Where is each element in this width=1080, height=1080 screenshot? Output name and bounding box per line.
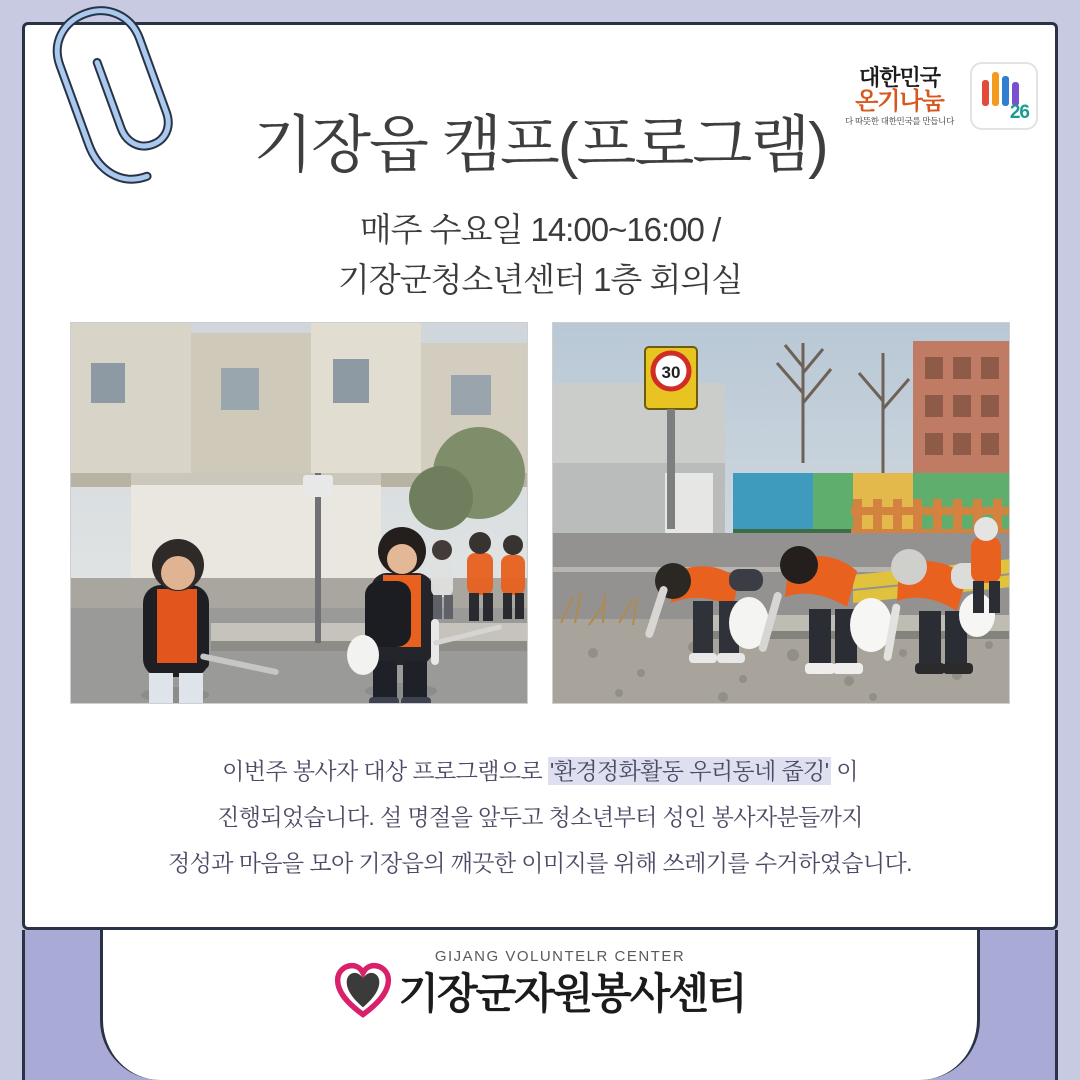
photo-roadside-cleanup — [552, 322, 1010, 704]
ongi-logo-line1: 대한민국 — [858, 64, 940, 90]
schedule-line-1: 매주 수요일 14:00~16:00 / — [359, 211, 721, 248]
badge-number: 26 — [1009, 102, 1029, 123]
body-highlight: '환경정화활동 우리동네 줍깅' — [549, 758, 829, 784]
photo-gallery — [70, 322, 1010, 702]
photo-street-walk — [70, 322, 528, 704]
ongi-logo-line2: 온기나눔 — [855, 87, 944, 115]
footer-logo-row — [0, 961, 1080, 1021]
body-paragraph — [60, 748, 1020, 886]
footer-logo-korean: 기장군자원봉사센티 — [398, 970, 746, 1017]
body-line-3: 정성과 마음을 모아 기장읍의 깨끗한 이미지를 위해 쓰레기를 수거하였습니다. — [168, 850, 912, 876]
header-logo-group — [845, 62, 1038, 130]
schedule-line-2: 기장군청소년센터 1층 회의실 — [337, 260, 743, 298]
footer-logo — [0, 948, 1080, 1021]
badge-bars-icon — [982, 72, 1019, 106]
body-line-1-post: 이 — [830, 758, 858, 784]
ongi-logo-tagline: 다 따뜻한 대한민국를 만듭니다 — [844, 116, 954, 127]
body-line-1-pre: 이번주 봉사자 대상 프로그램으로 — [222, 758, 548, 784]
ongi-nanum-logo — [845, 66, 954, 126]
body-line-1 — [60, 748, 1020, 794]
schedule-subtitle — [0, 205, 1080, 304]
footer-logo-english: GIJANG VOLUNTELR CENTER — [434, 948, 686, 965]
body-line-2: 진행되었습니다. 설 명절을 앞두고 청소년부터 성인 봉사자분들까지 — [217, 804, 863, 830]
svg-text:30: 30 — [661, 363, 681, 382]
heart-icon — [334, 962, 392, 1020]
volunteer-badge-logo — [970, 62, 1038, 130]
page-title: 기장읍 캠프(프로그램) — [253, 111, 827, 180]
